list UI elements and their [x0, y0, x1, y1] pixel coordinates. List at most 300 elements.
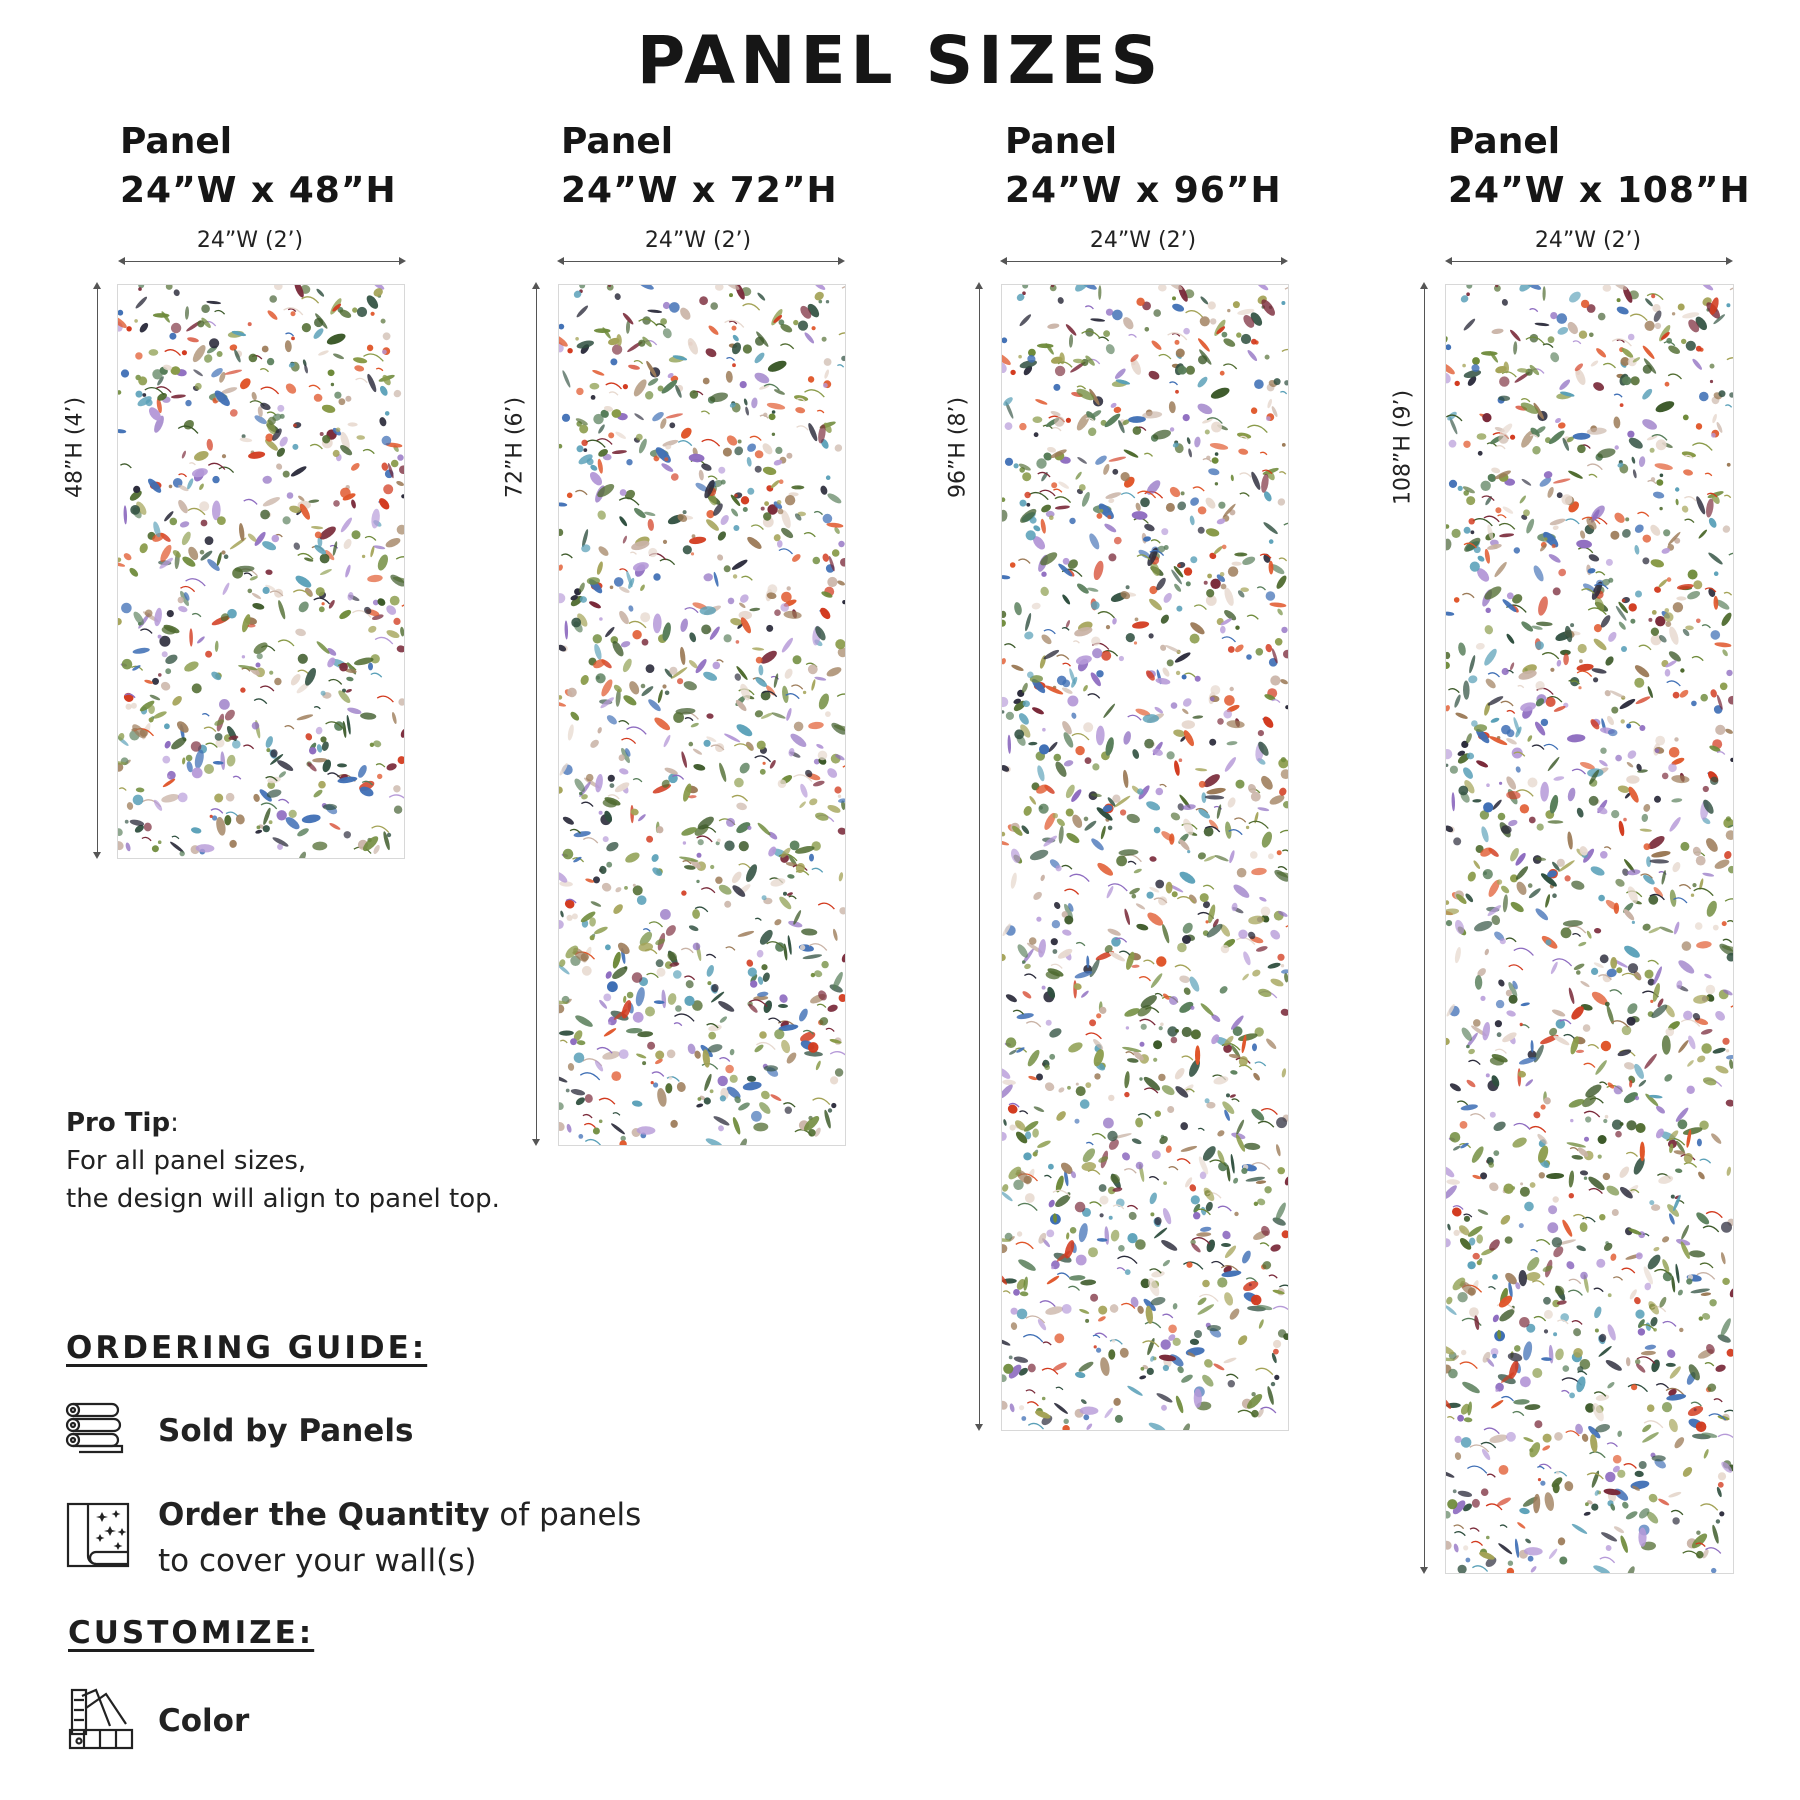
pattern-motif — [226, 754, 237, 767]
pattern-motif — [567, 724, 575, 741]
pattern-motif — [1146, 1337, 1156, 1356]
pattern-motif — [839, 994, 845, 1002]
pattern-motif — [813, 1098, 830, 1104]
pattern-motif — [1156, 788, 1164, 796]
pattern-motif — [1449, 480, 1457, 488]
pattern-motif — [1117, 1268, 1125, 1271]
pattern-motif — [217, 516, 226, 525]
pattern-motif — [262, 495, 281, 508]
pattern-motif — [1628, 963, 1638, 973]
pattern-motif — [1683, 1011, 1692, 1020]
pattern-motif — [720, 1058, 730, 1062]
pattern-motif — [1281, 969, 1288, 974]
pattern-motif — [1464, 1216, 1470, 1222]
pattern-motif — [1610, 990, 1622, 994]
pattern-motif — [1115, 1415, 1123, 1423]
pattern-motif — [689, 742, 694, 747]
pattern-motif — [191, 467, 209, 479]
pattern-motif — [1720, 611, 1733, 627]
pattern-motif — [1711, 1568, 1716, 1573]
pattern-motif — [136, 787, 145, 793]
pattern-motif — [1028, 795, 1037, 805]
pattern-motif — [1642, 923, 1652, 932]
pattern-motif — [1638, 1079, 1647, 1088]
pattern-motif — [1075, 1119, 1080, 1124]
pattern-motif — [1729, 1287, 1733, 1298]
pattern-motif — [1172, 1303, 1178, 1310]
pattern-motif — [363, 450, 374, 454]
pattern-motif — [1514, 948, 1534, 955]
pattern-motif — [1100, 1213, 1104, 1217]
pattern-motif — [1094, 1345, 1097, 1348]
pattern-motif — [211, 809, 223, 813]
pattern-motif — [704, 517, 720, 532]
pattern-motif — [1652, 491, 1664, 500]
pattern-motif — [752, 647, 764, 651]
pattern-motif — [142, 837, 151, 840]
pattern-motif — [204, 650, 213, 659]
pattern-motif — [579, 285, 585, 289]
pattern-motif — [322, 602, 325, 605]
pattern-motif — [134, 295, 148, 309]
pattern-motif — [334, 392, 341, 399]
pattern-motif — [1186, 366, 1195, 375]
pattern-motif — [1172, 296, 1176, 300]
pattern-motif — [1096, 725, 1105, 745]
pattern-motif — [1654, 462, 1673, 471]
pattern-motif — [1499, 782, 1502, 785]
pattern-motif — [1231, 882, 1251, 900]
pattern-motif — [1486, 783, 1490, 787]
pattern-motif — [1524, 1078, 1534, 1087]
pattern-motif — [798, 800, 806, 808]
pattern-motif — [675, 1005, 682, 1012]
pattern-motif — [610, 358, 617, 365]
pattern-motif — [1603, 1119, 1607, 1123]
pattern-motif — [276, 758, 295, 773]
pattern-motif — [1176, 500, 1188, 512]
pattern-motif — [1124, 1071, 1131, 1089]
pattern-motif — [1679, 1328, 1683, 1332]
pattern-motif — [1521, 399, 1530, 402]
pattern-motif — [738, 440, 742, 444]
pattern-motif — [1052, 1361, 1068, 1372]
pattern-motif — [1236, 332, 1241, 337]
pattern-motif — [586, 774, 594, 782]
pattern-motif — [1013, 1010, 1023, 1014]
pattern-motif — [1255, 1062, 1266, 1066]
pattern-motif — [696, 880, 699, 883]
pattern-motif — [1657, 1174, 1674, 1185]
pattern-motif — [1499, 1465, 1509, 1475]
pattern-motif — [1125, 1269, 1131, 1275]
pattern-motif — [1547, 429, 1566, 446]
pattern-motif — [372, 826, 389, 832]
pattern-motif — [620, 640, 631, 648]
pattern-motif — [1501, 701, 1513, 706]
pattern-motif — [1729, 553, 1733, 559]
pattern-motif — [1121, 472, 1130, 481]
pattern-motif — [575, 337, 579, 341]
pattern-motif — [1088, 694, 1100, 698]
pattern-motif — [1055, 817, 1066, 828]
pattern-motif — [774, 1029, 784, 1039]
pattern-motif — [1629, 603, 1637, 611]
pattern-motif — [1466, 292, 1470, 296]
pattern-motif — [291, 311, 296, 316]
pattern-motif — [378, 385, 389, 398]
pattern-motif — [1493, 1150, 1499, 1156]
pattern-motif — [1031, 602, 1041, 610]
pattern-motif — [1585, 1502, 1589, 1506]
pattern-motif — [1277, 850, 1282, 855]
pattern-motif — [676, 1081, 687, 1093]
pattern-motif — [304, 732, 313, 742]
pattern-motif — [785, 707, 793, 721]
pattern-motif — [1174, 1395, 1185, 1414]
pattern-motif — [1473, 519, 1492, 526]
pattern-motif — [1514, 1345, 1521, 1352]
pattern-motif — [761, 964, 767, 970]
pattern-motif — [1598, 1155, 1602, 1159]
pattern-motif — [119, 788, 126, 791]
pattern-motif — [398, 698, 404, 705]
pattern-motif — [663, 302, 670, 309]
pattern-motif — [1002, 1399, 1009, 1412]
pattern-motif — [1077, 1360, 1094, 1374]
pattern-motif — [643, 389, 655, 401]
pattern-motif — [1148, 1421, 1167, 1430]
pattern-motif — [1651, 294, 1655, 298]
pattern-motif — [1606, 630, 1618, 643]
pattern-motif — [1197, 851, 1207, 860]
pattern-motif — [1537, 824, 1544, 831]
height-dimension-line — [1424, 284, 1425, 1572]
pattern-motif — [705, 964, 715, 978]
pattern-motif — [759, 1089, 771, 1101]
pattern-motif — [1153, 1040, 1162, 1049]
pattern-motif — [357, 307, 367, 317]
pattern-motif — [1666, 1363, 1676, 1367]
pattern-motif — [393, 618, 400, 625]
pattern-motif — [1707, 517, 1718, 530]
pattern-motif — [689, 536, 707, 545]
pattern-motif — [1606, 1381, 1615, 1390]
pattern-motif — [1563, 1365, 1570, 1372]
pattern-motif — [1182, 675, 1187, 680]
pattern-motif — [1461, 1380, 1482, 1396]
pattern-motif — [1727, 463, 1731, 467]
pattern-motif — [1188, 496, 1200, 508]
pattern-motif — [1469, 1307, 1479, 1317]
pattern-motif — [1270, 675, 1280, 685]
pattern-motif — [647, 973, 659, 977]
pattern-motif — [1228, 1380, 1235, 1387]
pattern-motif — [707, 981, 711, 985]
pattern-motif — [202, 353, 214, 365]
pattern-motif — [294, 628, 306, 638]
pattern-motif — [1065, 889, 1079, 894]
pattern-motif — [242, 655, 245, 658]
pattern-motif — [1593, 677, 1598, 682]
pattern-motif — [1569, 1279, 1581, 1283]
pattern-motif — [346, 676, 354, 682]
pattern-motif — [1604, 1358, 1623, 1373]
pattern-motif — [1200, 1373, 1215, 1389]
pattern-motif — [730, 341, 742, 355]
pattern-motif — [1056, 865, 1062, 871]
pattern-motif — [841, 953, 845, 964]
pattern-motif — [1026, 503, 1030, 507]
pattern-motif — [1234, 818, 1245, 822]
pattern-motif — [699, 296, 708, 305]
pattern-motif — [764, 501, 769, 506]
pattern-motif — [1678, 304, 1685, 311]
pattern-motif — [1455, 381, 1460, 386]
pattern-motif — [1023, 1152, 1032, 1160]
pattern-motif — [1633, 523, 1645, 535]
pattern-motif — [1205, 430, 1210, 435]
pattern-motif — [1458, 486, 1463, 491]
pattern-motif — [1558, 422, 1566, 429]
pattern-motif — [1268, 928, 1282, 942]
pattern-motif — [724, 634, 732, 642]
pattern-motif — [196, 635, 206, 644]
pattern-motif — [823, 383, 828, 388]
pattern-motif — [1461, 1350, 1466, 1355]
pattern-motif — [681, 948, 693, 952]
pattern-motif — [1628, 1384, 1648, 1391]
pattern-motif — [1722, 1038, 1729, 1045]
pattern-motif — [328, 599, 336, 609]
pattern-motif — [1671, 861, 1682, 874]
pattern-motif — [197, 320, 204, 327]
pattern-motif — [610, 783, 615, 788]
pattern-motif — [1647, 1492, 1659, 1504]
pattern-motif — [1495, 507, 1501, 513]
pattern-motif — [1550, 312, 1557, 319]
pattern-motif — [1617, 1048, 1632, 1058]
pattern-motif — [385, 411, 390, 416]
pattern-motif — [1580, 980, 1591, 988]
pattern-motif — [1584, 1177, 1587, 1180]
pattern-motif — [1619, 1535, 1630, 1554]
pattern-motif — [683, 841, 686, 844]
pattern-motif — [1120, 809, 1126, 815]
pattern-motif — [1725, 405, 1731, 407]
pattern-motif — [590, 900, 602, 908]
pattern-motif — [1472, 799, 1481, 803]
pattern-motif — [1044, 630, 1055, 634]
pattern-motif — [1520, 804, 1529, 813]
pattern-motif — [797, 1007, 809, 1022]
pattern-motif — [1147, 1368, 1154, 1375]
pattern-motif — [739, 611, 752, 620]
pattern-motif — [1054, 1333, 1064, 1343]
pattern-motif — [1083, 722, 1093, 732]
pattern-motif — [590, 383, 600, 390]
pattern-motif — [1002, 1079, 1016, 1085]
pattern-motif — [559, 593, 565, 603]
pattern-motif — [1723, 939, 1732, 942]
pattern-motif — [1080, 1146, 1097, 1164]
pattern-motif — [729, 1049, 735, 1056]
pattern-motif — [715, 285, 724, 291]
pattern-motif — [1577, 1366, 1583, 1372]
pattern-motif — [1199, 295, 1209, 305]
pattern-motif — [649, 922, 662, 927]
pattern-motif — [1627, 436, 1645, 451]
pattern-motif — [1467, 1466, 1486, 1473]
pattern-motif — [624, 886, 628, 890]
pattern-motif — [1712, 1047, 1726, 1055]
pattern-motif — [1542, 286, 1545, 301]
pattern-motif — [1149, 1177, 1158, 1181]
pattern-motif — [1135, 618, 1139, 622]
pattern-motif — [707, 324, 720, 336]
pattern-motif — [698, 839, 704, 845]
pattern-motif — [745, 958, 754, 968]
pattern-motif — [786, 453, 792, 459]
pattern-motif — [1525, 1255, 1542, 1273]
pattern-motif — [726, 947, 735, 950]
pattern-motif — [1274, 1375, 1279, 1380]
pattern-motif — [120, 464, 131, 468]
pattern-motif — [1073, 641, 1079, 643]
pattern-motif — [729, 293, 733, 297]
pattern-motif — [181, 450, 187, 459]
pattern-motif — [382, 436, 392, 446]
pattern-motif — [1032, 890, 1044, 901]
pattern-motif — [732, 326, 737, 331]
pattern-motif — [641, 684, 646, 689]
pattern-motif — [1651, 477, 1655, 481]
pattern-motif — [285, 726, 294, 729]
pattern-motif — [126, 326, 131, 331]
pattern-motif — [1668, 1365, 1682, 1380]
pattern-motif — [1226, 1374, 1238, 1378]
pattern-motif — [1569, 1193, 1574, 1198]
pattern-motif — [1002, 1244, 1007, 1253]
pattern-motif — [1696, 856, 1706, 866]
pattern-motif — [208, 463, 225, 469]
pattern-motif — [1635, 591, 1642, 598]
pattern-motif — [559, 1120, 566, 1133]
pattern-motif — [1222, 337, 1236, 349]
pattern-motif — [1453, 694, 1462, 709]
pattern-motif — [138, 321, 150, 334]
pattern-motif — [1592, 380, 1606, 392]
pattern-motif — [656, 959, 664, 967]
pattern-motif — [1701, 285, 1714, 292]
pattern-motif — [825, 665, 843, 678]
pattern-motif — [401, 494, 404, 498]
pattern-motif — [1179, 758, 1183, 762]
pattern-motif — [339, 516, 353, 533]
pattern-motif — [1046, 1020, 1052, 1026]
pattern-motif — [1455, 711, 1469, 720]
pattern-motif — [261, 387, 279, 394]
pattern-motif — [1284, 1176, 1288, 1187]
pattern-motif — [1085, 757, 1092, 764]
pattern-motif — [1721, 524, 1731, 534]
pattern-motif — [1222, 637, 1236, 642]
pattern-motif — [1572, 1321, 1582, 1325]
pattern-motif — [637, 895, 647, 905]
sold-by-panels-text — [158, 1408, 413, 1454]
pattern-motif — [373, 545, 385, 550]
pattern-motif — [1588, 1045, 1599, 1049]
pattern-motif — [1536, 595, 1549, 616]
pattern-motif — [600, 881, 612, 893]
pattern-motif — [666, 1048, 677, 1059]
pattern-motif — [738, 1137, 749, 1145]
pattern-motif — [819, 485, 828, 496]
pattern-motif — [1208, 467, 1220, 476]
pattern-motif — [614, 292, 622, 300]
pattern-motif — [1509, 662, 1515, 671]
pattern-motif — [320, 432, 324, 436]
pattern-motif — [1034, 432, 1039, 437]
pattern-motif — [1102, 463, 1111, 475]
panel-label: Panel — [561, 121, 674, 162]
pattern-motif — [1725, 899, 1733, 906]
pattern-motif — [1484, 549, 1491, 565]
pattern-motif — [779, 526, 794, 540]
pattern-motif — [1566, 519, 1580, 524]
pattern-motif — [1626, 1357, 1631, 1366]
pattern-motif — [1002, 1338, 1011, 1347]
pattern-motif — [1092, 648, 1102, 658]
pattern-motif — [653, 613, 662, 633]
pattern-motif — [1611, 707, 1618, 714]
pattern-motif — [1472, 1566, 1487, 1572]
pattern-motif — [701, 411, 709, 414]
pattern-motif — [1064, 916, 1073, 925]
pattern-motif — [1498, 813, 1506, 821]
pattern-motif — [1671, 774, 1690, 783]
pattern-motif — [1450, 1132, 1461, 1143]
pattern-motif — [1546, 486, 1555, 498]
pattern-motif — [1553, 705, 1566, 713]
pattern-motif — [398, 756, 404, 764]
pattern-motif — [778, 993, 790, 1005]
pattern-motif — [1600, 1082, 1607, 1085]
pattern-motif — [1113, 536, 1123, 546]
pattern-motif — [1644, 843, 1651, 850]
pattern-motif — [744, 740, 755, 752]
pattern-motif — [1700, 1159, 1711, 1163]
pattern-motif — [1161, 923, 1171, 943]
pattern-motif — [1680, 668, 1684, 672]
pattern-motif — [1565, 320, 1580, 336]
pattern-motif — [1457, 642, 1467, 657]
pattern-motif — [1152, 1150, 1161, 1159]
pattern-motif — [171, 694, 184, 707]
pattern-motif — [1083, 819, 1097, 832]
pattern-motif — [1696, 1551, 1704, 1559]
pattern-motif — [1509, 965, 1523, 970]
pattern-motif — [1128, 715, 1141, 720]
pattern-motif — [1680, 842, 1689, 851]
pattern-motif — [593, 643, 603, 660]
pattern-motif — [1635, 1362, 1647, 1374]
pattern-motif — [1446, 1238, 1451, 1247]
pattern-motif — [1486, 1073, 1490, 1077]
panel-heading-48 — [120, 118, 397, 216]
pattern-motif — [1241, 973, 1249, 981]
pattern-motif — [684, 996, 694, 1006]
